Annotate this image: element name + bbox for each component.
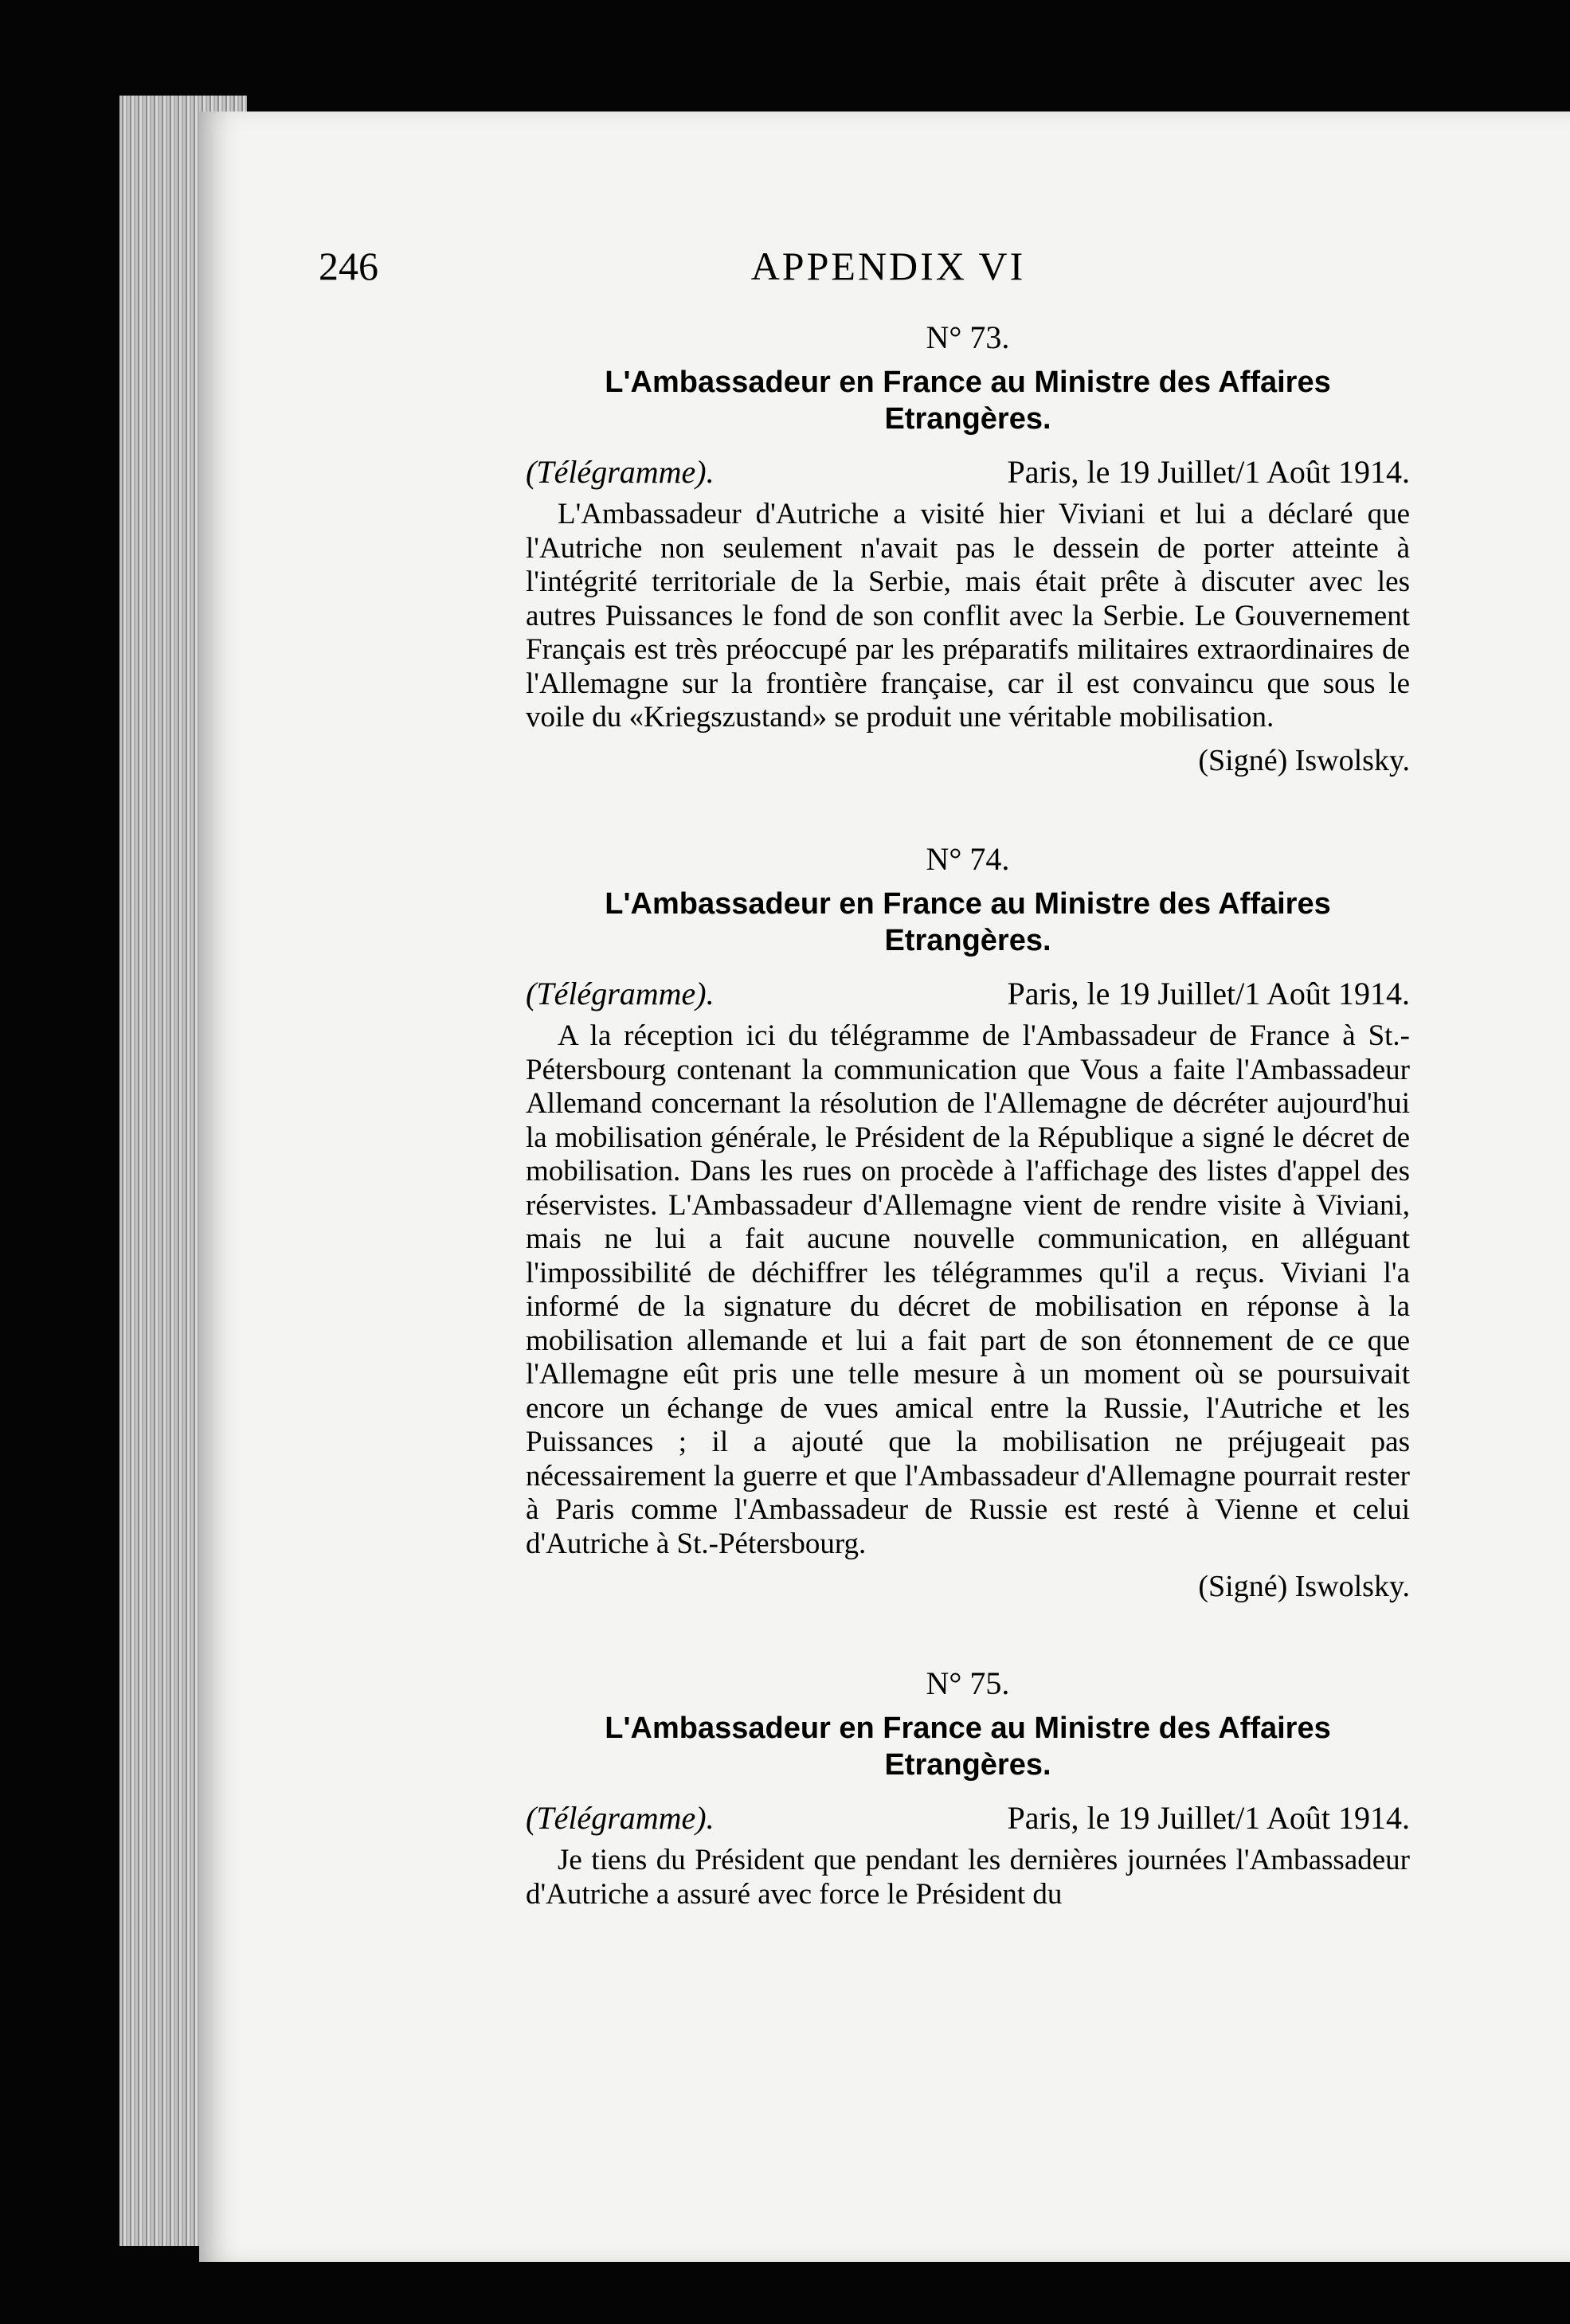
document-title-line: L'Ambassadeur en France au Ministre des Affaires (605, 887, 1331, 921)
document-title (526, 1710, 1410, 1783)
document-date: Paris, le 19 Juillet/1 Août 1914. (1007, 1800, 1410, 1836)
document-number: N° 74. (926, 841, 1010, 877)
document-signature: (Signé) Iswolsky. (1198, 743, 1410, 777)
document-signature: (Signé) Iswolsky. (1198, 1570, 1410, 1603)
document-entry-73 (526, 319, 1410, 778)
document-entry-75 (526, 1665, 1410, 1911)
document-title-line: Etrangères. (884, 924, 1051, 957)
document-meta (526, 453, 1410, 491)
document-meta (526, 975, 1410, 1013)
document-title-line: Etrangères. (884, 402, 1051, 436)
document-title-line: Etrangères. (884, 1748, 1051, 1782)
running-head: APPENDIX VI (750, 244, 1026, 288)
document-title (526, 886, 1410, 959)
document-entry-74 (526, 840, 1410, 1604)
document-type: (Télégramme). (526, 454, 715, 490)
document-title (526, 364, 1410, 437)
page-number: 246 (319, 244, 378, 288)
document-type: (Télégramme). (526, 1800, 715, 1836)
document-date: Paris, le 19 Juillet/1 Août 1914. (1007, 454, 1410, 490)
document-number: N° 73. (926, 319, 1010, 355)
document-title-line: L'Ambassadeur en France au Ministre des Affaires (605, 1712, 1331, 1745)
document-body: L'Ambassadeur d'Autriche a visité hier Viviani et lui a déclaré que l'Autriche non seulement n'avait pas le dessein de porter atteinte à l'intégrité territoriale de la Serbie, mais était prête à discuter avec les autres Puissances le fond de son conflit avec la Serbie. Le Gouvernement Français est très préoccupé par les préparatifs militaires extraordinaires de l'Allemagne sur la frontière française, car il est convaincu que sous le voile du «Kriegszustand» se produit une véritable mobilisation. (526, 498, 1410, 734)
document-body: Je tiens du Président que pendant les dernières journées l'Ambassadeur d'Autriche a assuré avec force le Président du (526, 1844, 1410, 1911)
document-number: N° 75. (926, 1665, 1010, 1701)
document-title-line: L'Ambassadeur en France au Ministre des Affaires (605, 366, 1331, 399)
document-date: Paris, le 19 Juillet/1 Août 1914. (1007, 976, 1410, 1011)
document-type: (Télégramme). (526, 976, 715, 1011)
document-meta (526, 1799, 1410, 1837)
page-header (319, 243, 1458, 291)
document-body: A la réception ici du télégramme de l'Ambassadeur de France à St.-Pétersbourg contenant la communication que Vous a faite l'Ambassadeur Allemand concernant la résolution de l'Allemagne de décréter aujourd'hui la mobilisation générale, le Président de la République a signé le décret de mobilisation. Dans les rues on procède à l'affichage des listes d'appel des réservistes. L'Ambassadeur d'Allemagne vient de rendre visite à Viviani, mais ne lui a fait aucune nouvelle communication, en alléguant l'impossibilité de déchiffrer les télégrammes qu'il a reçus. Viviani l'a informé de la signature du décret de mobilisation en réponse à la mobilisation allemande et lui a fait part de son étonnement de ce que l'Allemagne eût pris une telle mesure à un moment où se poursuivait encore un échange de vues amical entre la Russie, l'Autriche et les Puissances ; il a ajouté que la mobilisation ne préjugeait pas nécessairement la guerre et que l'Ambassadeur d'Allemagne pourrait rester à Paris comme l'Ambassadeur de Russie est resté à Vienne et celui d'Autriche à St.-Pétersbourg. (526, 1019, 1410, 1560)
